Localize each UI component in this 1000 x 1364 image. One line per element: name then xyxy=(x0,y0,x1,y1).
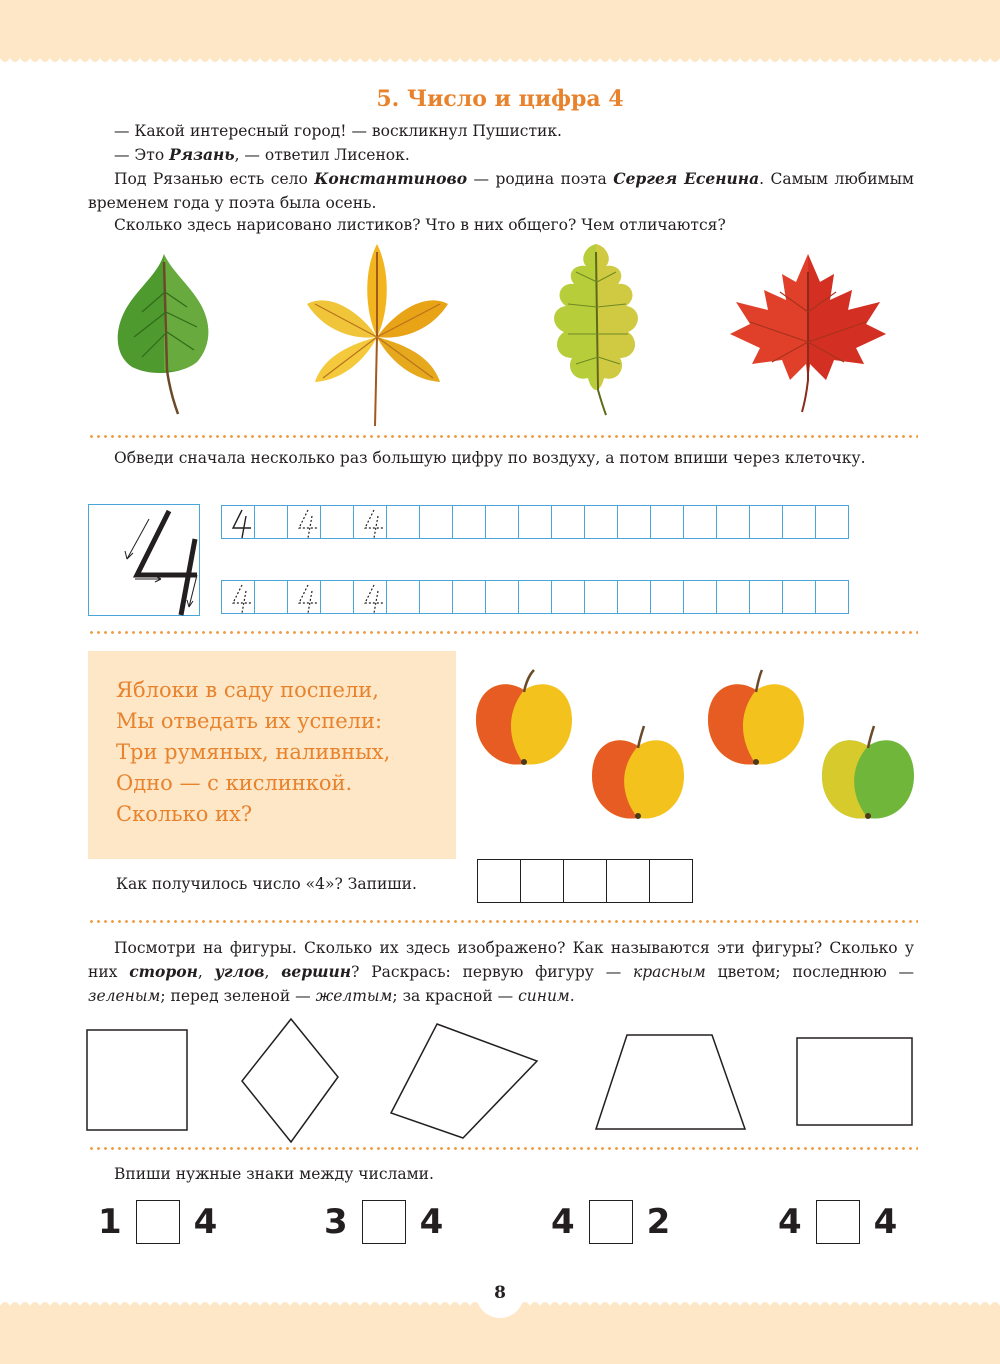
oak-leaf-image xyxy=(546,242,644,417)
number-right: 4 xyxy=(419,1202,444,1242)
answer-box[interactable] xyxy=(649,859,693,903)
digit-four-dashed-trace xyxy=(288,581,322,615)
digit-four-dashed-trace xyxy=(222,581,256,615)
digit-four-dashed-trace xyxy=(354,506,388,540)
sign-input-box[interactable] xyxy=(816,1200,860,1244)
comparison-pair xyxy=(324,1200,443,1244)
answer-box[interactable] xyxy=(520,859,564,903)
rectangle-shape[interactable] xyxy=(797,1038,912,1125)
top-band xyxy=(0,0,1000,58)
number-right: 2 xyxy=(646,1202,671,1242)
sign-input-box[interactable] xyxy=(589,1200,633,1244)
signs-instruction: Впиши нужные знаки между числами. xyxy=(114,1165,434,1183)
number-left: 1 xyxy=(98,1202,122,1242)
poem-line: Одно — с кислинкой. xyxy=(116,771,353,795)
section-divider xyxy=(88,631,918,634)
section-divider xyxy=(88,1147,918,1150)
digit-four-stroke-guide xyxy=(89,505,201,617)
section-divider xyxy=(88,435,918,438)
digit-four-dashed-trace xyxy=(354,581,388,615)
shapes-instruction: Посмотри на фигуры. Сколько их здесь изображено? Как называются эти фигуры? Сколько у них сторон, углов, вершин? Раскрась: первую фигуру — красным цветом; последнюю — зеленым; перед зеленой — желтым; за красной — синим. xyxy=(88,939,914,1005)
apples-question: Как получилось число «4»? Запиши. xyxy=(116,875,417,893)
rhombus-shape[interactable] xyxy=(242,1019,338,1142)
tracing-grid-row-1[interactable] xyxy=(221,505,849,539)
digit-four-tracing-sample xyxy=(222,506,256,540)
poem-line: Яблоки в саду поспели, xyxy=(116,678,379,702)
maple-leaf-image xyxy=(730,252,887,414)
trapezoid-shape[interactable] xyxy=(596,1035,745,1129)
birch-leaf-image xyxy=(112,252,217,417)
intro-line-2: — Это Рязань, — ответил Лисенок. xyxy=(114,145,410,164)
intro-line-1: — Какой интересный город! — воскликнул Пушистик. xyxy=(114,122,562,140)
red-yellow-apple-image xyxy=(588,724,688,824)
green-sour-apple-image xyxy=(818,724,918,824)
answer-box[interactable] xyxy=(606,859,650,903)
leaves-question: Сколько здесь нарисовано листиков? Что в них общего? Чем отличаются? xyxy=(114,216,726,234)
digit-sample-box xyxy=(88,504,200,616)
answer-box[interactable] xyxy=(563,859,607,903)
number-left: 4 xyxy=(778,1202,802,1242)
poem-line: Сколько их? xyxy=(116,802,253,826)
poem-line: Три румяных, наливных, xyxy=(116,740,391,764)
section-divider xyxy=(88,920,918,923)
poem-line: Мы отведать их успели: xyxy=(116,709,383,733)
sign-input-box[interactable] xyxy=(362,1200,406,1244)
intro-line-3: Под Рязанью есть село Константиново — родина поэта Сергея Есенина. Самым любимым временем года у поэта была осень. xyxy=(88,169,914,212)
shapes-row xyxy=(80,1015,930,1150)
trace-instruction: Обведи сначала несколько раз большую цифру по воздуху, а потом впиши через клеточку. xyxy=(114,449,866,467)
comparison-pair xyxy=(551,1200,670,1244)
square-shape[interactable] xyxy=(87,1030,187,1130)
number-right: 4 xyxy=(193,1202,218,1242)
comparison-pair xyxy=(98,1200,217,1244)
number-left: 3 xyxy=(324,1202,348,1242)
red-yellow-apple-image xyxy=(472,668,576,772)
number-right: 4 xyxy=(873,1202,898,1242)
quadrilateral-shape[interactable] xyxy=(391,1024,537,1138)
answer-box[interactable] xyxy=(477,859,521,903)
number-left: 4 xyxy=(551,1202,575,1242)
page-number: 8 xyxy=(494,1283,506,1303)
top-scallop-border xyxy=(0,52,1000,70)
red-yellow-apple-image xyxy=(704,668,808,772)
page-title: 5. Число и цифра 4 xyxy=(376,86,624,112)
sign-input-box[interactable] xyxy=(136,1200,180,1244)
answer-boxes[interactable] xyxy=(478,859,693,903)
tracing-grid-row-2[interactable] xyxy=(221,580,849,614)
digit-four-dashed-trace xyxy=(288,506,322,540)
comparison-pair xyxy=(778,1200,897,1244)
chestnut-leaf-image xyxy=(305,242,450,427)
